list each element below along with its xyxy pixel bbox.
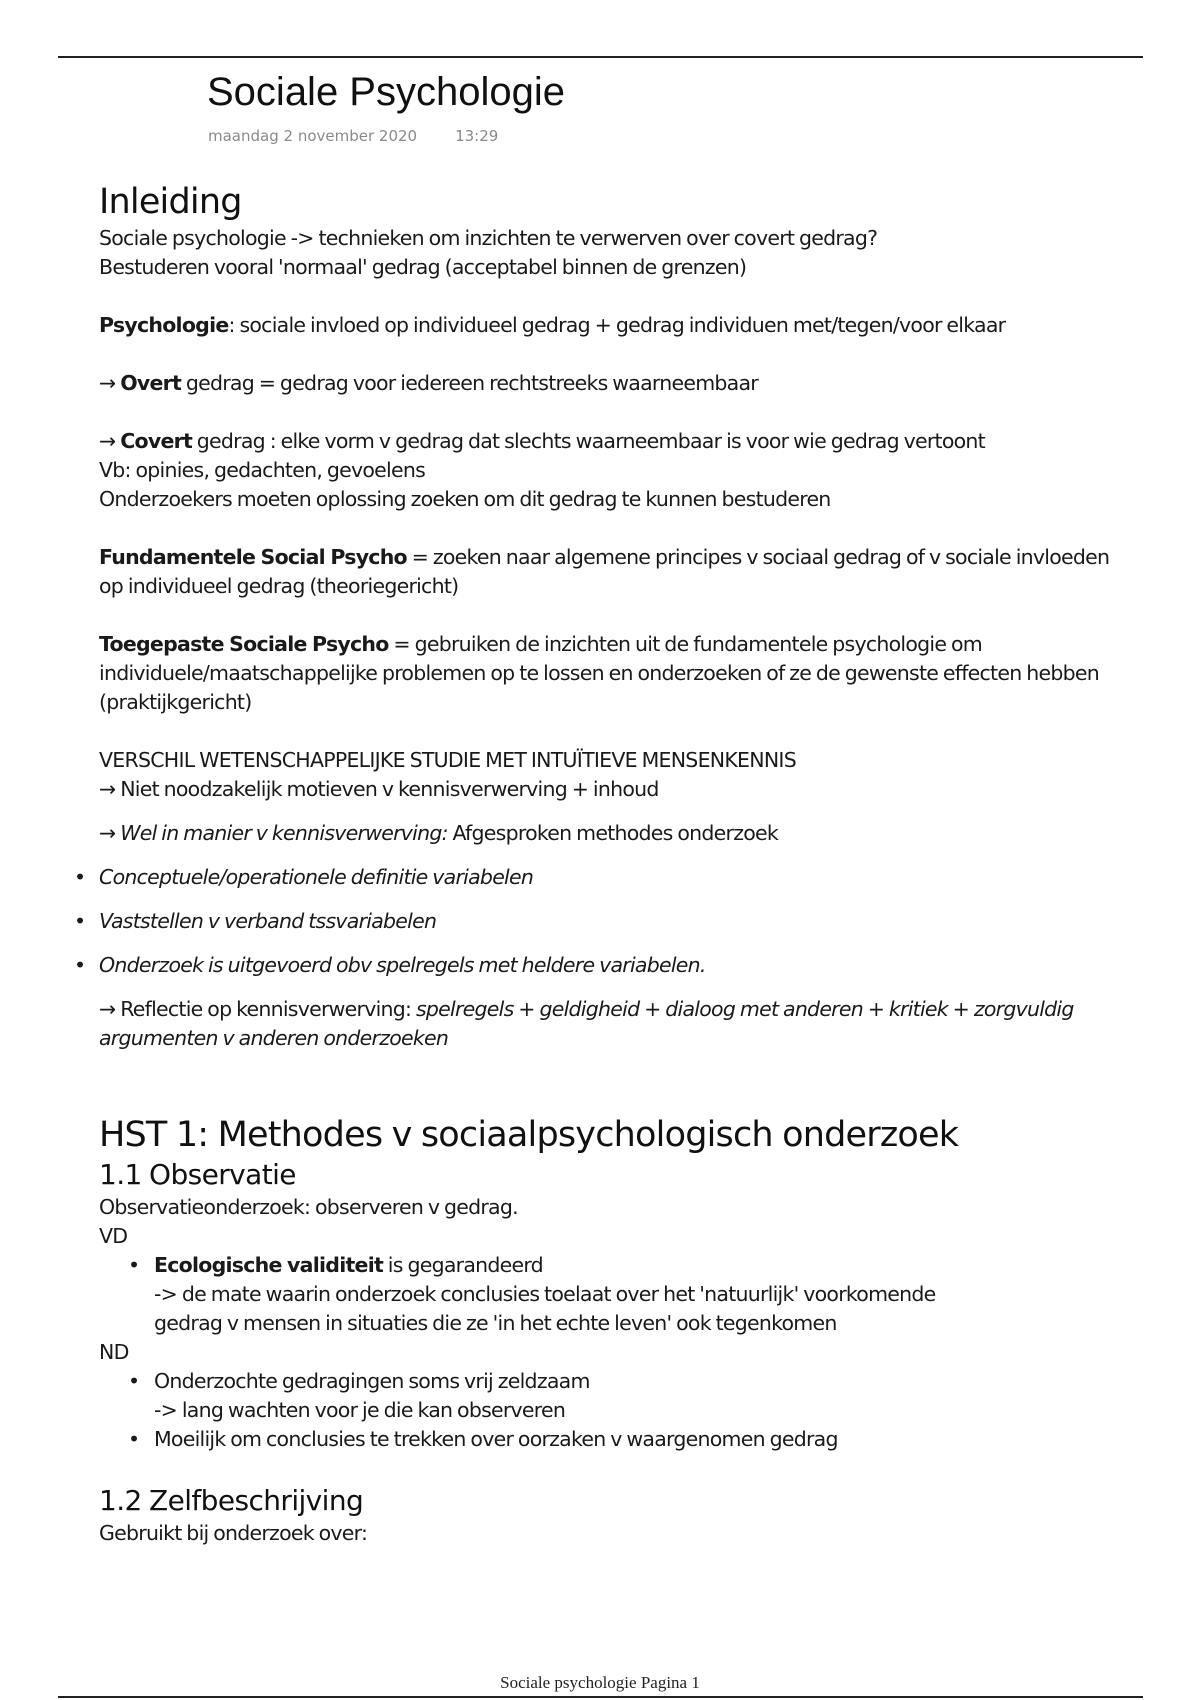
covert-definition: → Covert gedrag : elke vorm v gedrag dat slechts waarneembaar is voor wie gedrag vertoont	[99, 429, 985, 453]
header-rule	[58, 56, 1143, 58]
list-item: • Moeilijk om conclusies te trekken over oorzaken v waargenomen gedrag	[154, 1425, 1119, 1454]
arrow-icon: →	[99, 429, 121, 453]
page-title: Sociale Psychologie	[207, 70, 565, 114]
psychologie-term: Psychologie	[99, 313, 229, 337]
page-footer: Sociale psychologie Pagina 1	[500, 1673, 700, 1692]
reflectie-line: → Reflectie op kennisverwerving: spelregels + geldigheid + dialoog met anderen + kritiek + zorgvuldig argumenten v anderen onderzoeken	[99, 997, 1074, 1050]
vd-list	[99, 1251, 1119, 1338]
heading-inleiding: Inleiding	[99, 182, 242, 222]
toegepaste-definition: Toegepaste Sociale Psycho = gebruiken de inzichten uit de fundamentele psychologie om individuele/maatschappelijke problemen op te lossen en onderzoeken of ze de gewenste effecten hebben (praktijkgericht)	[99, 632, 1099, 714]
bullet-icon: •	[128, 1253, 140, 1277]
list-item: • Onderzochte gedragingen soms vrij zeldzaam -> lang wachten voor je die kan observeren	[128, 1369, 590, 1422]
bullet-icon: •	[128, 1427, 140, 1451]
page-meta	[208, 127, 498, 145]
intro-line-1: Sociale psychologie -> technieken om inzichten te verwerven over covert gedrag?	[99, 226, 878, 250]
page-time: 13:29	[455, 127, 499, 145]
verschil-line-1: → Niet noodzakelijk motieven v kennisverwerving + inhoud	[99, 777, 659, 801]
heading-zelfbeschrijving: 1.2 Zelfbeschrijving	[99, 1484, 364, 1517]
zelfbeschrijving-intro: Gebruikt bij onderzoek over:	[99, 1521, 368, 1545]
list-item: • Onderzoek is uitgevoerd obv spelregels met heldere variabelen.	[99, 951, 1119, 980]
heading-observatie: 1.1 Observatie	[99, 1158, 296, 1191]
fundamentele-term: Fundamentele Social Psycho	[99, 545, 407, 569]
arrow-icon: →	[99, 821, 121, 845]
covert-term: Covert	[120, 429, 193, 453]
overt-definition: → Overt gedrag = gedrag voor iedereen rechtstreeks waarneembaar	[99, 371, 758, 395]
intro-line-2: Bestuderen vooral 'normaal' gedrag (acceptabel binnen de grenzen)	[99, 255, 747, 279]
bullet-icon: •	[74, 953, 86, 977]
page-date: maandag 2 november 2020	[208, 127, 418, 145]
verschil-heading: VERSCHIL WETENSCHAPPELIJKE STUDIE MET INTUÏTIEVE MENSENKENNIS	[99, 748, 796, 772]
nd-list	[99, 1367, 1119, 1454]
heading-hst1: HST 1: Methodes v sociaalpsychologisch onderzoek	[99, 1115, 959, 1155]
overt-term: Overt	[120, 371, 182, 395]
list-item: • Conceptuele/operationele definitie variabelen	[99, 863, 1119, 892]
arrow-icon: →	[99, 371, 121, 395]
vd-label: VD	[99, 1224, 128, 1248]
observatie-intro: Observatieonderzoek: observeren v gedrag.	[99, 1195, 518, 1219]
list-item: • Vaststellen v verband tssvariabelen	[99, 907, 1119, 936]
bullet-icon: •	[74, 909, 86, 933]
method-bullet-list	[74, 863, 1119, 980]
bullet-icon: •	[74, 865, 86, 889]
nd-label: ND	[99, 1340, 129, 1364]
fundamentele-definition: Fundamentele Social Psycho = zoeken naar algemene principes v sociaal gedrag of v sociale invloeden op individueel gedrag (theoriegericht)	[99, 545, 1110, 598]
psychologie-definition: Psychologie: sociale invloed op individueel gedrag + gedrag individuen met/tegen/voor elkaar	[99, 313, 1006, 337]
verschil-line-2: → Wel in manier v kennisverwerving: Afgesproken methodes onderzoek	[99, 821, 778, 845]
footer-rule	[58, 1696, 1143, 1698]
list-item: • Ecologische validiteit is gegarandeerd -> de mate waarin onderzoek conclusies toelaat over het 'natuurlijk' voorkomende gedrag v mensen in situaties die ze 'in het echte leven' ook tegenkomen	[128, 1253, 936, 1335]
note-body	[74, 180, 1119, 1548]
bullet-icon: •	[128, 1369, 140, 1393]
covert-example: Vb: opinies, gedachten, gevoelens	[99, 458, 426, 482]
toegepaste-term: Toegepaste Sociale Psycho	[99, 632, 389, 656]
covert-note: Onderzoekers moeten oplossing zoeken om dit gedrag te kunnen bestuderen	[99, 487, 831, 511]
